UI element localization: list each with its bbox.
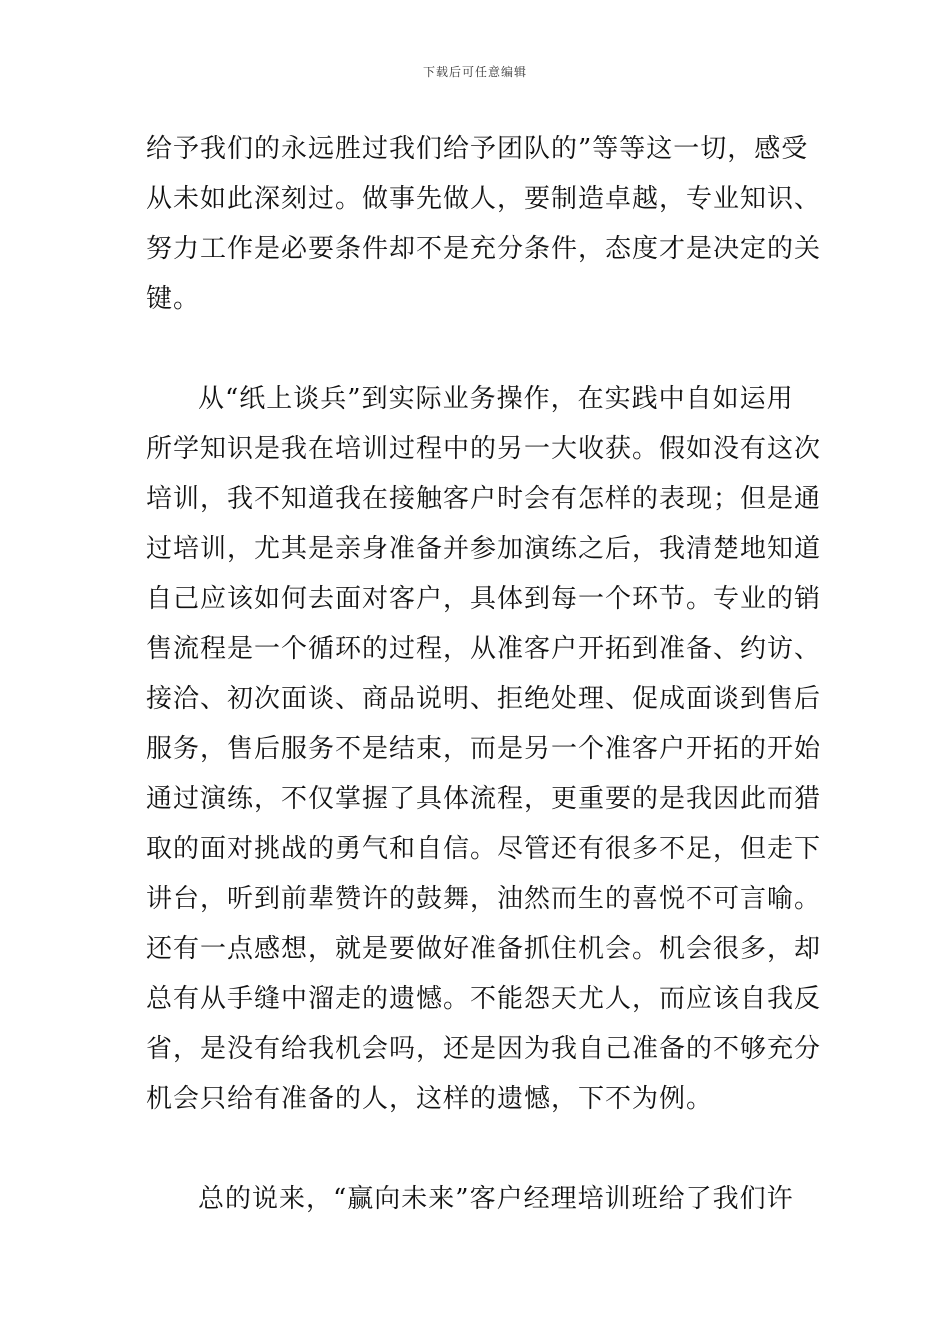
text-line: 自己应该如何去面对客户，具体到每一个环节。专业的销 — [146, 584, 822, 614]
text-line: 取的面对挑战的勇气和自信。尽管还有很多不足，但走下 — [146, 834, 822, 864]
text-line: 从“纸上谈兵”到实际业务操作，在实践中自如运用 — [198, 384, 794, 414]
text-line: 所学知识是我在培训过程中的另一大收获。假如没有这次 — [146, 434, 822, 464]
text-line: 给予我们的永远胜过我们给予团队的”等等这一切，感受 — [146, 134, 809, 164]
paragraph-1 — [146, 124, 822, 324]
text-line: 省，是没有给我机会吗，还是因为我自己准备的不够充分 — [146, 1034, 822, 1064]
text-line: 键。 — [146, 284, 201, 314]
text-line: 总的说来，“赢向未来”客户经理培训班给了我们许 — [198, 1184, 794, 1214]
text-line: 总有从手缝中溜走的遗憾。不能怨天尤人，而应该自我反 — [146, 984, 822, 1014]
paragraph-3 — [146, 1174, 810, 1224]
text-line: 努力工作是必要条件却不是充分条件，态度才是决定的关 — [146, 234, 822, 264]
text-line: 服务，售后服务不是结束，而是另一个准客户开拓的开始 — [146, 734, 822, 764]
text-line: 通过演练，不仅掌握了具体流程，更重要的是我因此而猎 — [146, 784, 822, 814]
text-line: 讲台，听到前辈赞许的鼓舞，油然而生的喜悦不可言喻。 — [146, 884, 822, 914]
text-line: 过培训，尤其是亲身准备并参加演练之后，我清楚地知道 — [146, 534, 822, 564]
text-line: 机会只给有准备的人，这样的遗憾，下不为例。 — [146, 1084, 714, 1114]
paragraph-spacer — [146, 324, 810, 374]
page-header: 下载后可任意编辑 — [422, 65, 527, 79]
text-line: 还有一点感想，就是要做好准备抓住机会。机会很多，却 — [146, 934, 822, 964]
text-line: 售流程是一个循环的过程，从准客户开拓到准备、约访、 — [146, 634, 822, 664]
paragraph-spacer — [146, 1124, 810, 1174]
text-line: 从未如此深刻过。做事先做人，要制造卓越，专业知识、 — [146, 184, 822, 214]
paragraph-2 — [146, 374, 822, 1124]
document-body — [146, 124, 822, 1224]
text-line: 培训，我不知道我在接触客户时会有怎样的表现；但是通 — [146, 484, 822, 514]
text-line: 接洽、初次面谈、商品说明、拒绝处理、促成面谈到售后 — [146, 684, 822, 714]
